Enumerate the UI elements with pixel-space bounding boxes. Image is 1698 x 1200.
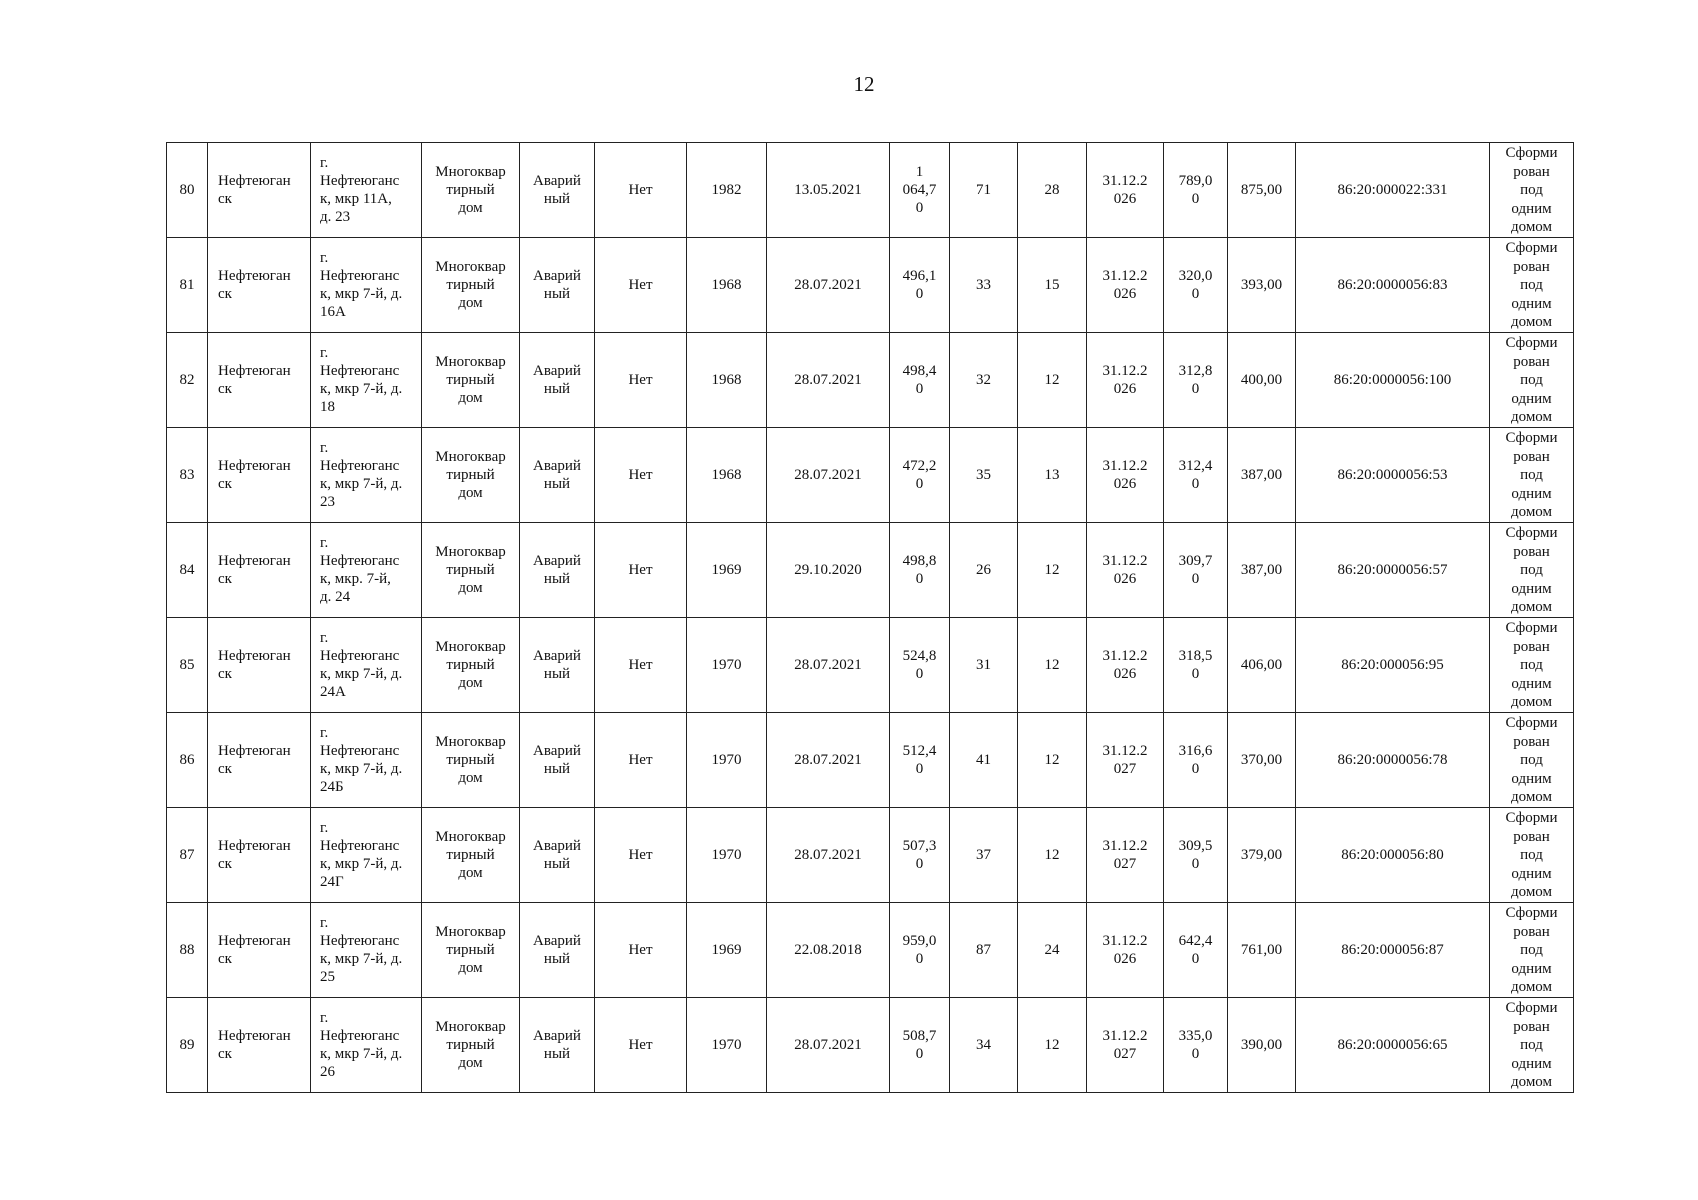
cell-address: г. Нефтеюганс к, мкр 7-й, д. 16А [311,238,422,333]
cell-building-type: Многоквар тирный дом [422,143,520,238]
cell-residents: 37 [950,808,1018,903]
cell-total-area: 1 064,7 0 [890,143,950,238]
cell-note: Сформи рован под одним домом [1490,998,1574,1093]
cell-row-number: 82 [167,333,208,428]
table-row [167,618,1574,713]
cell-year-built: 1970 [687,998,767,1093]
cell-row-number: 80 [167,143,208,238]
table-row [167,333,1574,428]
cell-deadline: 31.12.2 026 [1087,238,1164,333]
cell-residents: 71 [950,143,1018,238]
cell-flag: Нет [595,238,687,333]
cell-cadastral-number: 86:20:000056:87 [1296,903,1490,998]
cell-address: г. Нефтеюганс к, мкр. 7-й, д. 24 [311,523,422,618]
cell-land-area: 875,00 [1228,143,1296,238]
cell-status: Аварий ный [520,333,595,428]
cell-deadline: 31.12.2 026 [1087,618,1164,713]
cell-cadastral-number: 86:20:000056:95 [1296,618,1490,713]
cell-building-type: Многоквар тирный дом [422,428,520,523]
cell-address: г. Нефтеюганс к, мкр 7-й, д. 18 [311,333,422,428]
cell-address: г. Нефтеюганс к, мкр 7-й, д. 24Г [311,808,422,903]
cell-living-area: 312,4 0 [1164,428,1228,523]
cell-recognition-date: 29.10.2020 [767,523,890,618]
cell-units: 12 [1018,713,1087,808]
cell-flag: Нет [595,903,687,998]
cell-note: Сформи рован под одним домом [1490,333,1574,428]
cell-living-area: 642,4 0 [1164,903,1228,998]
cell-municipality: Нефтеюган ск [208,998,311,1093]
cell-residents: 41 [950,713,1018,808]
cell-living-area: 312,8 0 [1164,333,1228,428]
cell-note: Сформи рован под одним домом [1490,808,1574,903]
cell-note: Сформи рован под одним домом [1490,713,1574,808]
table-row [167,428,1574,523]
cell-land-area: 379,00 [1228,808,1296,903]
cell-note: Сформи рован под одним домом [1490,143,1574,238]
cell-year-built: 1968 [687,333,767,428]
cell-year-built: 1969 [687,903,767,998]
cell-status: Аварий ный [520,523,595,618]
cell-recognition-date: 22.08.2018 [767,903,890,998]
cell-residents: 87 [950,903,1018,998]
cell-flag: Нет [595,618,687,713]
page-number: 12 [853,72,875,96]
cell-building-type: Многоквар тирный дом [422,333,520,428]
cell-cadastral-number: 86:20:0000056:78 [1296,713,1490,808]
cell-units: 24 [1018,903,1087,998]
cell-recognition-date: 28.07.2021 [767,618,890,713]
cell-municipality: Нефтеюган ск [208,903,311,998]
cell-deadline: 31.12.2 026 [1087,143,1164,238]
cell-living-area: 320,0 0 [1164,238,1228,333]
cell-cadastral-number: 86:20:000056:80 [1296,808,1490,903]
cell-year-built: 1970 [687,618,767,713]
cell-municipality: Нефтеюган ск [208,618,311,713]
cell-total-area: 524,8 0 [890,618,950,713]
cell-deadline: 31.12.2 027 [1087,998,1164,1093]
cell-residents: 35 [950,428,1018,523]
cell-living-area: 335,0 0 [1164,998,1228,1093]
cell-building-type: Многоквар тирный дом [422,618,520,713]
cell-total-area: 507,3 0 [890,808,950,903]
cell-residents: 32 [950,333,1018,428]
cell-row-number: 86 [167,713,208,808]
cell-address: г. Нефтеюганс к, мкр 7-й, д. 23 [311,428,422,523]
cell-deadline: 31.12.2 026 [1087,428,1164,523]
cell-total-area: 498,8 0 [890,523,950,618]
cell-recognition-date: 28.07.2021 [767,333,890,428]
cell-row-number: 87 [167,808,208,903]
cell-address: г. Нефтеюганс к, мкр 11А, д. 23 [311,143,422,238]
table-row [167,143,1574,238]
cell-deadline: 31.12.2 026 [1087,333,1164,428]
cell-status: Аварий ный [520,998,595,1093]
cell-note: Сформи рован под одним домом [1490,618,1574,713]
cell-note: Сформи рован под одним домом [1490,238,1574,333]
cell-deadline: 31.12.2 027 [1087,713,1164,808]
table-row [167,998,1574,1093]
cell-residents: 31 [950,618,1018,713]
cell-living-area: 309,5 0 [1164,808,1228,903]
cell-total-area: 959,0 0 [890,903,950,998]
cell-status: Аварий ный [520,903,595,998]
cell-land-area: 387,00 [1228,428,1296,523]
cell-land-area: 387,00 [1228,523,1296,618]
table-row [167,903,1574,998]
cell-status: Аварий ный [520,618,595,713]
cell-cadastral-number: 86:20:0000056:83 [1296,238,1490,333]
table-row [167,238,1574,333]
cell-municipality: Нефтеюган ск [208,428,311,523]
cell-building-type: Многоквар тирный дом [422,998,520,1093]
cell-cadastral-number: 86:20:0000056:65 [1296,998,1490,1093]
cell-row-number: 88 [167,903,208,998]
cell-municipality: Нефтеюган ск [208,713,311,808]
cell-units: 12 [1018,523,1087,618]
cell-address: г. Нефтеюганс к, мкр 7-й, д. 24Б [311,713,422,808]
cell-residents: 33 [950,238,1018,333]
cell-recognition-date: 28.07.2021 [767,428,890,523]
cell-year-built: 1982 [687,143,767,238]
cell-total-area: 512,4 0 [890,713,950,808]
cell-units: 13 [1018,428,1087,523]
cell-status: Аварий ный [520,713,595,808]
cell-cadastral-number: 86:20:0000056:100 [1296,333,1490,428]
cell-status: Аварий ный [520,808,595,903]
cell-year-built: 1970 [687,808,767,903]
housing-registry-table [166,142,1574,1093]
cell-cadastral-number: 86:20:000022:331 [1296,143,1490,238]
cell-land-area: 370,00 [1228,713,1296,808]
cell-flag: Нет [595,808,687,903]
cell-recognition-date: 28.07.2021 [767,808,890,903]
cell-units: 12 [1018,808,1087,903]
table-body [167,143,1574,1093]
cell-status: Аварий ный [520,143,595,238]
cell-land-area: 393,00 [1228,238,1296,333]
cell-recognition-date: 13.05.2021 [767,143,890,238]
cell-recognition-date: 28.07.2021 [767,713,890,808]
cell-deadline: 31.12.2 026 [1087,523,1164,618]
cell-flag: Нет [595,713,687,808]
cell-status: Аварий ный [520,238,595,333]
cell-land-area: 406,00 [1228,618,1296,713]
cell-row-number: 83 [167,428,208,523]
cell-residents: 26 [950,523,1018,618]
cell-row-number: 89 [167,998,208,1093]
cell-land-area: 400,00 [1228,333,1296,428]
cell-residents: 34 [950,998,1018,1093]
cell-municipality: Нефтеюган ск [208,808,311,903]
cell-row-number: 81 [167,238,208,333]
cell-land-area: 390,00 [1228,998,1296,1093]
cell-total-area: 508,7 0 [890,998,950,1093]
cell-row-number: 85 [167,618,208,713]
cell-municipality: Нефтеюган ск [208,523,311,618]
cell-living-area: 318,5 0 [1164,618,1228,713]
cell-building-type: Многоквар тирный дом [422,523,520,618]
cell-units: 12 [1018,998,1087,1093]
cell-row-number: 84 [167,523,208,618]
cell-flag: Нет [595,523,687,618]
cell-year-built: 1968 [687,238,767,333]
cell-units: 12 [1018,618,1087,713]
cell-flag: Нет [595,143,687,238]
cell-recognition-date: 28.07.2021 [767,238,890,333]
cell-municipality: Нефтеюган ск [208,333,311,428]
cell-units: 28 [1018,143,1087,238]
cell-living-area: 316,6 0 [1164,713,1228,808]
cell-building-type: Многоквар тирный дом [422,238,520,333]
cell-municipality: Нефтеюган ск [208,143,311,238]
cell-building-type: Многоквар тирный дом [422,808,520,903]
cell-note: Сформи рован под одним домом [1490,428,1574,523]
cell-address: г. Нефтеюганс к, мкр 7-й, д. 26 [311,998,422,1093]
cell-flag: Нет [595,333,687,428]
cell-year-built: 1970 [687,713,767,808]
cell-year-built: 1969 [687,523,767,618]
cell-deadline: 31.12.2 027 [1087,808,1164,903]
cell-year-built: 1968 [687,428,767,523]
cell-units: 12 [1018,333,1087,428]
cell-living-area: 309,7 0 [1164,523,1228,618]
cell-note: Сформи рован под одним домом [1490,523,1574,618]
cell-cadastral-number: 86:20:0000056:53 [1296,428,1490,523]
cell-status: Аварий ный [520,428,595,523]
cell-recognition-date: 28.07.2021 [767,998,890,1093]
table-row [167,523,1574,618]
cell-building-type: Многоквар тирный дом [422,903,520,998]
cell-flag: Нет [595,428,687,523]
cell-flag: Нет [595,998,687,1093]
cell-total-area: 498,4 0 [890,333,950,428]
cell-building-type: Многоквар тирный дом [422,713,520,808]
cell-municipality: Нефтеюган ск [208,238,311,333]
table-row [167,713,1574,808]
cell-address: г. Нефтеюганс к, мкр 7-й, д. 24А [311,618,422,713]
table-row [167,808,1574,903]
cell-address: г. Нефтеюганс к, мкр 7-й, д. 25 [311,903,422,998]
cell-units: 15 [1018,238,1087,333]
cell-total-area: 472,2 0 [890,428,950,523]
cell-total-area: 496,1 0 [890,238,950,333]
cell-land-area: 761,00 [1228,903,1296,998]
cell-living-area: 789,0 0 [1164,143,1228,238]
cell-deadline: 31.12.2 026 [1087,903,1164,998]
cell-note: Сформи рован под одним домом [1490,903,1574,998]
cell-cadastral-number: 86:20:0000056:57 [1296,523,1490,618]
